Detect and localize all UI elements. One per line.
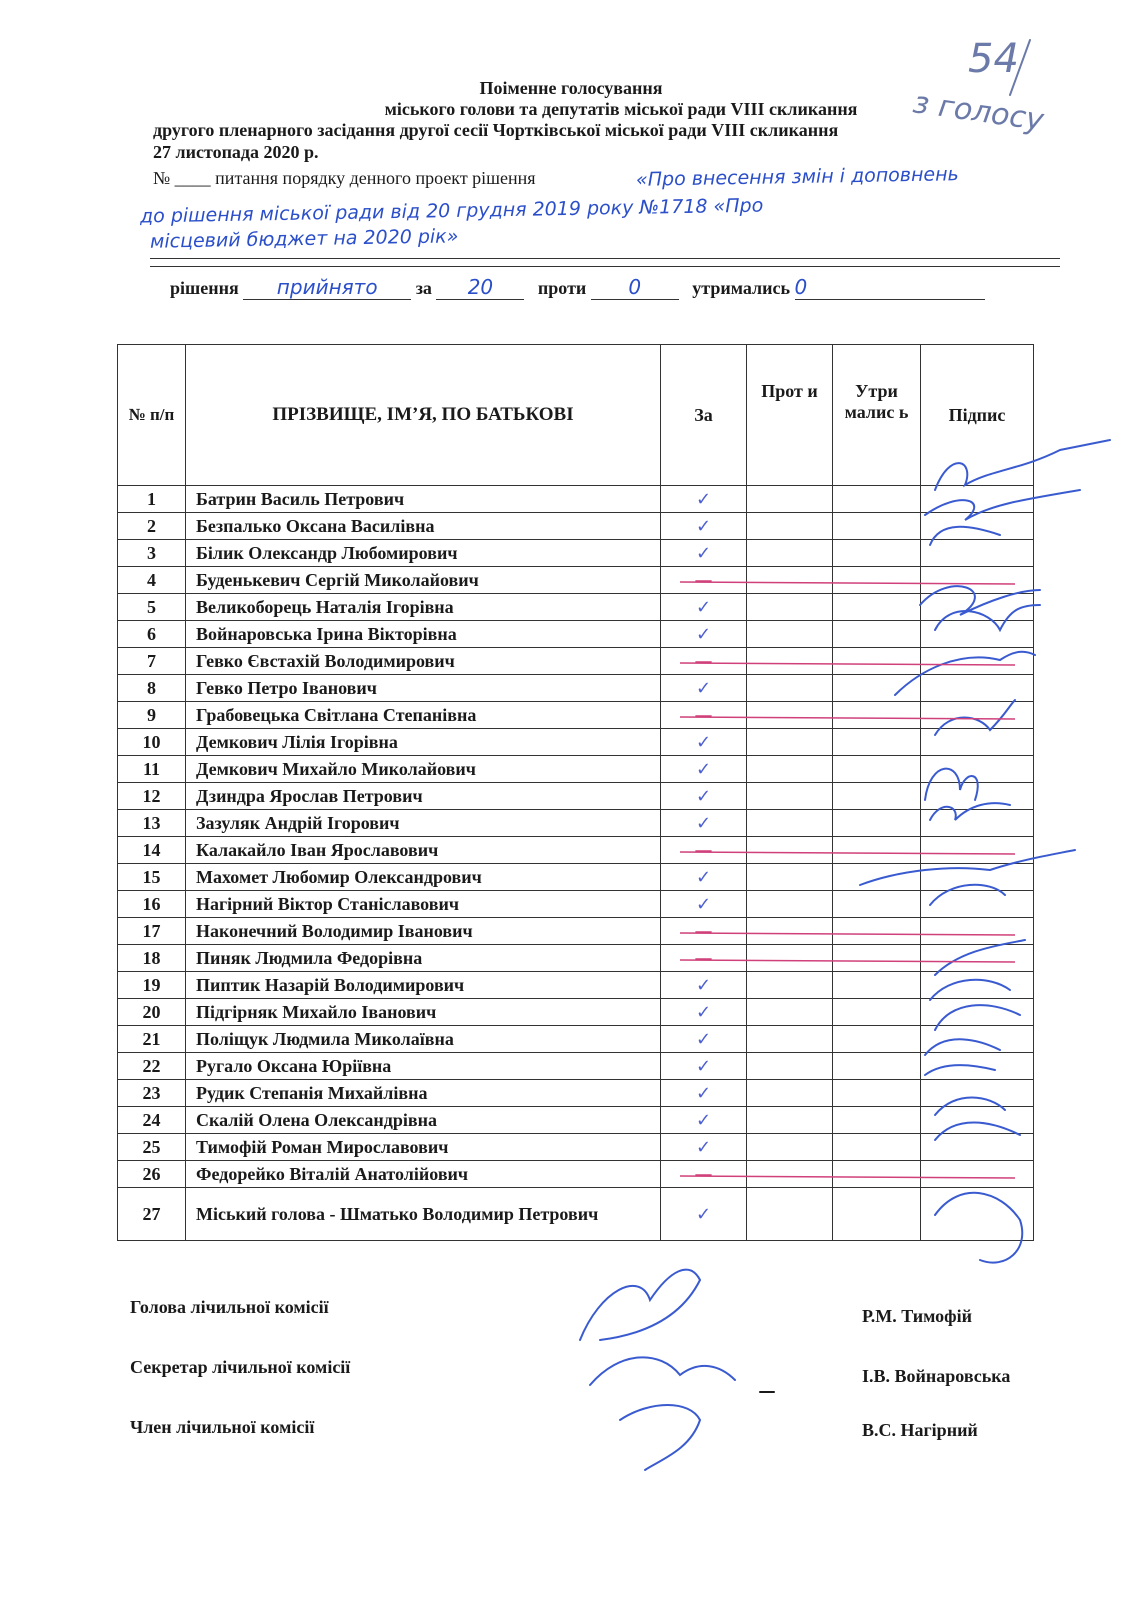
row-number: 7 — [118, 648, 186, 675]
row-number: 27 — [118, 1188, 186, 1241]
row-number: 4 — [118, 567, 186, 594]
row-number: 6 — [118, 621, 186, 648]
footer-signature-secretary — [590, 1357, 735, 1385]
row-number: 25 — [118, 1134, 186, 1161]
agenda-handwritten-line2: до рішення міської ради від 20 грудня 2019 року №1718 «Про — [139, 194, 764, 228]
deputy-name: Зазуляк Андрій Ігорович — [186, 810, 661, 837]
abstained-label: утримались — [692, 278, 790, 298]
vote-absent-dash: — — [661, 1161, 747, 1188]
deputy-name: Великоборець Наталія Ігорівна — [186, 594, 661, 621]
row-number: 18 — [118, 945, 186, 972]
vote-absent-dash: — — [661, 702, 747, 729]
col-header-number: № п/п — [118, 345, 186, 486]
row-number: 2 — [118, 513, 186, 540]
vote-for-check: ✓ — [661, 999, 747, 1026]
counting-commission-head-name: Р.М. Тимофій — [862, 1306, 973, 1326]
deputy-name: Білик Олександр Любомирович — [186, 540, 661, 567]
vote-for-check: ✓ — [661, 864, 747, 891]
vote-absent-dash: — — [661, 648, 747, 675]
absent-strike-line — [680, 1176, 1015, 1178]
deputy-name: Нагірний Віктор Станіславович — [186, 891, 661, 918]
signature-row-16 — [860, 850, 1075, 885]
col-header-name: ПРІЗВИЩЕ, ІМ’Я, ПО БАТЬКОВІ — [186, 345, 661, 486]
abstained-value: 0 — [795, 275, 985, 300]
deputy-name: Демкович Лілія Ігорівна — [186, 729, 661, 756]
row-number: 19 — [118, 972, 186, 999]
vote-for-check: ✓ — [661, 1107, 747, 1134]
deputy-name: Безпалько Оксана Василівна — [186, 513, 661, 540]
vote-for-check: ✓ — [661, 1053, 747, 1080]
row-number: 21 — [118, 1026, 186, 1053]
agenda-handwritten-line1: «Про внесення змін і доповнень — [635, 163, 959, 191]
vote-for-check: ✓ — [661, 1188, 747, 1241]
absent-strike-line — [680, 933, 1015, 935]
deputy-name: Рудик Степанія Михайлівна — [186, 1080, 661, 1107]
corner-note: з голосу — [910, 85, 1046, 139]
signature-row-25 — [935, 1123, 1020, 1141]
col-header-signature: Підпис — [921, 345, 1034, 486]
vote-for-check: ✓ — [661, 486, 747, 513]
vote-for-check: ✓ — [661, 972, 747, 999]
vote-for-check: ✓ — [661, 1026, 747, 1053]
session-line: другого пленарного засідання другої сесії Чортківської міської ради VIII скликання — [153, 120, 839, 140]
signature-row-1 — [935, 440, 1110, 490]
vote-for-check: ✓ — [661, 1134, 747, 1161]
document-title: Поіменне голосування — [479, 78, 663, 98]
vote-for-check: ✓ — [661, 594, 747, 621]
agenda-handwritten-line3: місцевий бюджет на 2020 рік» — [149, 225, 459, 253]
signature-row-19 — [935, 940, 1025, 975]
vote-for-check: ✓ — [661, 540, 747, 567]
signature-row-6 — [935, 605, 1040, 630]
vote-absent-dash: — — [661, 918, 747, 945]
absent-strike-line — [680, 663, 1015, 665]
vote-absent-dash: — — [661, 567, 747, 594]
document-subtitle: міського голови та депутатів міської ради VIII скликання — [384, 99, 858, 119]
row-number: 13 — [118, 810, 186, 837]
deputy-name: Ругало Оксана Юріївна — [186, 1053, 661, 1080]
row-number: 9 — [118, 702, 186, 729]
col-header-for: За — [661, 345, 747, 486]
counting-commission-member-label: Член лічильної комісії — [130, 1417, 315, 1437]
deputy-name: Демкович Михайло Миколайович — [186, 756, 661, 783]
vote-for-check: ✓ — [661, 675, 747, 702]
vote-for-check: ✓ — [661, 621, 747, 648]
footer-signature-member — [620, 1405, 700, 1470]
vote-for-check: ✓ — [661, 891, 747, 918]
vote-for-check: ✓ — [661, 810, 747, 837]
vote-for-check: ✓ — [661, 513, 747, 540]
row-number: 22 — [118, 1053, 186, 1080]
row-number: 26 — [118, 1161, 186, 1188]
signature-row-27 — [935, 1193, 1022, 1263]
deputy-name: Поліщук Людмила Миколаївна — [186, 1026, 661, 1053]
signature-row-10 — [935, 700, 1015, 735]
deputy-name: Батрин Василь Петрович — [186, 486, 661, 513]
vote-absent-dash: — — [661, 945, 747, 972]
absent-strike-line — [680, 960, 1015, 962]
signature-row-24 — [935, 1098, 1005, 1116]
row-number: 5 — [118, 594, 186, 621]
signature-row-17 — [930, 885, 1005, 905]
deputy-name: Войнаровська Ірина Вікторівна — [186, 621, 661, 648]
deputy-name: Міський голова - Шматько Володимир Петрович — [186, 1188, 661, 1241]
deputy-name: Гевко Євстахій Володимирович — [186, 648, 661, 675]
row-number: 16 — [118, 891, 186, 918]
deputy-name: Підгірняк Михайло Іванович — [186, 999, 661, 1026]
deputy-name: Махомет Любомир Олександрович — [186, 864, 661, 891]
signature-row-21 — [935, 1005, 1020, 1030]
deputy-name: Калакайло Іван Ярославович — [186, 837, 661, 864]
row-number: 3 — [118, 540, 186, 567]
counting-commission-secretary-name: І.В. Войнаровська — [862, 1366, 1011, 1386]
row-number: 8 — [118, 675, 186, 702]
decision-label: рішення — [170, 278, 239, 298]
deputy-name: Федорейко Віталій Анатолійович — [186, 1161, 661, 1188]
session-date: 27 листопада 2020 р. — [153, 142, 319, 162]
row-number: 14 — [118, 837, 186, 864]
agenda-prefix: № ____ питання порядку денного проект рішення — [153, 168, 536, 188]
signature-row-23 — [925, 1065, 995, 1075]
deputy-name: Тимофій Роман Мирославович — [186, 1134, 661, 1161]
row-number: 1 — [118, 486, 186, 513]
counting-commission-secretary-label: Секретар лічильної комісії — [130, 1357, 351, 1377]
row-number: 24 — [118, 1107, 186, 1134]
vote-for-check: ✓ — [661, 1080, 747, 1107]
vote-absent-dash: — — [661, 837, 747, 864]
row-number: 12 — [118, 783, 186, 810]
deputy-name: Дзиндра Ярослав Петрович — [186, 783, 661, 810]
signature-row-2 — [925, 490, 1080, 520]
row-number: 10 — [118, 729, 186, 756]
against-label: проти — [537, 278, 587, 298]
row-number: 17 — [118, 918, 186, 945]
col-header-abstained: Утри малис ь — [833, 345, 921, 486]
col-header-against: Прот и — [747, 345, 833, 486]
against-value: 0 — [591, 275, 679, 300]
row-number: 11 — [118, 756, 186, 783]
signature-row-3 — [930, 527, 1000, 545]
absent-strike-line — [680, 582, 1015, 584]
counting-commission-head-label: Голова лічильної комісії — [130, 1297, 329, 1317]
deputy-name: Гевко Петро Іванович — [186, 675, 661, 702]
deputy-name: Грабовецька Світлана Степанівна — [186, 702, 661, 729]
vote-for-check: ✓ — [661, 783, 747, 810]
for-label: за — [415, 278, 432, 298]
signature-row-8 — [895, 652, 1035, 695]
deputy-name: Скалій Олена Олександрівна — [186, 1107, 661, 1134]
for-value: 20 — [436, 275, 524, 300]
signature-row-22 — [925, 1039, 1000, 1055]
signature-row-20 — [930, 980, 1010, 1000]
deputy-name: Буденькевич Сергій Миколайович — [186, 567, 661, 594]
signature-row-12 — [925, 769, 978, 800]
decision-value: прийнято — [243, 275, 411, 300]
absent-strike-line — [680, 852, 1015, 854]
row-number: 23 — [118, 1080, 186, 1107]
vote-for-check: ✓ — [661, 729, 747, 756]
signature-row-13 — [930, 803, 1010, 820]
deputy-name: Пиптик Назарій Володимирович — [186, 972, 661, 999]
corner-page-number: 54 — [968, 36, 1019, 82]
footer-signature-head — [580, 1270, 700, 1340]
row-number: 15 — [118, 864, 186, 891]
row-number: 20 — [118, 999, 186, 1026]
vote-for-check: ✓ — [661, 756, 747, 783]
counting-commission-member-name: В.С. Нагірний — [862, 1420, 978, 1440]
deputy-name: Наконечний Володимир Іванович — [186, 918, 661, 945]
deputy-name: Пиняк Людмила Федорівна — [186, 945, 661, 972]
signature-row-5 — [920, 586, 1040, 615]
